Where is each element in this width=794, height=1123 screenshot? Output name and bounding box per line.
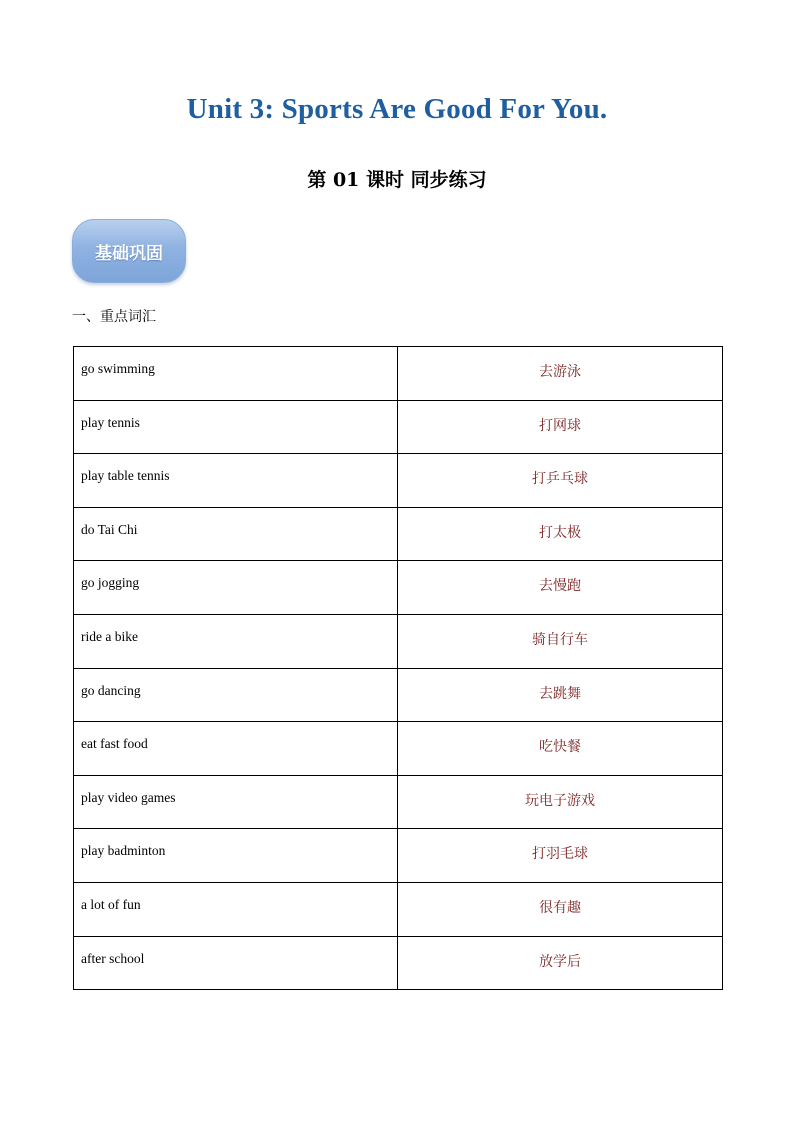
table-row — [74, 614, 723, 668]
table-row — [74, 829, 723, 883]
table-row — [74, 561, 723, 615]
vocab-english: play tennis — [74, 400, 398, 454]
page-title: Unit 3: Sports Are Good For You. — [186, 93, 608, 125]
vocab-english: go dancing — [74, 668, 398, 722]
vocab-english: do Tai Chi — [74, 507, 398, 561]
vocab-chinese: 打乒乓球 — [398, 454, 723, 508]
table-row — [74, 454, 723, 508]
vocab-chinese: 打网球 — [398, 400, 723, 454]
vocab-chinese: 骑自行车 — [398, 614, 723, 668]
vocab-chinese: 吃快餐 — [398, 722, 723, 776]
vocab-table — [73, 346, 723, 990]
table-row — [74, 722, 723, 776]
vocab-english: go swimming — [74, 347, 398, 401]
vocab-chinese: 打太极 — [398, 507, 723, 561]
vocab-chinese: 去慢跑 — [398, 561, 723, 615]
vocab-english: after school — [74, 936, 398, 990]
section-badge: 基础巩固 — [72, 219, 186, 283]
vocab-english: ride a bike — [74, 614, 398, 668]
vocab-chinese: 很有趣 — [398, 882, 723, 936]
table-row — [74, 347, 723, 401]
table-row — [74, 400, 723, 454]
vocab-english: a lot of fun — [74, 882, 398, 936]
vocab-chinese: 打羽毛球 — [398, 829, 723, 883]
table-row — [74, 668, 723, 722]
vocab-english: go jogging — [74, 561, 398, 615]
table-row — [74, 936, 723, 990]
vocab-english: eat fast food — [74, 722, 398, 776]
section-heading: 一、重点词汇 — [72, 309, 156, 325]
vocab-chinese: 去跳舞 — [398, 668, 723, 722]
vocab-chinese: 玩电子游戏 — [398, 775, 723, 829]
table-row — [74, 775, 723, 829]
lesson-subtitle: 第 01 课时 同步练习 — [307, 169, 487, 191]
vocab-english: play badminton — [74, 829, 398, 883]
table-row — [74, 507, 723, 561]
vocab-english: play video games — [74, 775, 398, 829]
table-row — [74, 882, 723, 936]
vocab-chinese: 放学后 — [398, 936, 723, 990]
vocab-english: play table tennis — [74, 454, 398, 508]
vocab-chinese: 去游泳 — [398, 347, 723, 401]
